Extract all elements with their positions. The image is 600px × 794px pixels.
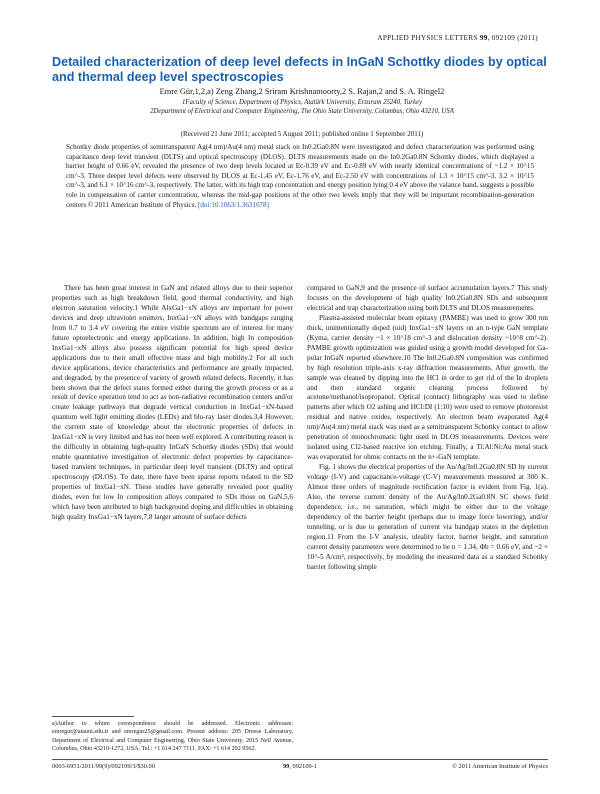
article-title: Detailed characterization of deep level defects in InGaN Schottky diodes by optical and thermal deep level spectroscopies xyxy=(52,55,547,84)
paragraph-intro: There has been great interest in GaN and related alloys due to their superior properties such as high breakdown field, good thermal conductivity, and high electron saturation velocity.1 While AlxGa1−xN alloys are important for power devices and deep ultraviolet emitters, InxGa1−xN alloys with bandgaps ranging from 0.7 to 3.4 eV covering the entire visible spectrum are of interest for many future optoelectronic and energy applications. In addition, high In composition InxGa1−xN alloys also possess significant potential for high speed device applications due to their small effective mass and high mobility.2 For all such device applications, device characteristics and performance are greatly impacted, and degraded, by the presence of variety of growth related defects. Recently, it has been shown that the defect states formed either during the growth process or as a result of device operation tend to act as non-radiative recombination centers and/or create leakage pathways that degrade vertical conduction in InxGa1−xN-based quantum well light emitting diodes (LEDs) and blu-ray laser diodes.3,4 However, the current state of knowledge about the electronic properties of defects in InxGa1−xN is very limited and has not been well explored. A contributing reason is the difficulty in obtaining high-quality InGaN Schottky diodes (SDs) that would enable quantitative investigation of electronic defect properties by capacitance-based transient techniques, in particular deep level transient (DLTS) and optical spectroscopy (DLOS). To date, there have been sparse reports related to the SD properties of InxGa1−xN. These studies have generally revealed poor quality diodes, even for low In composition alloys compared to SDs those on GaN,5,6 which have been attributed to high background doping and difficulties in obtaining high quality InxGa1−xN layers,7,8 larger amount of surface defects xyxy=(52,284,293,521)
footnote-divider xyxy=(52,716,134,717)
corresponding-author-footnote: a)Author to whom correspondence should be addressed. Electronic addresses: emregur@atauni.edu.tr and emregur25@gmail.com. Present address: 205 Dreese Laboratory, Department of Electrical and Computer Engineering, Ohio State University, 2015 Neil Avenue, Columbus, Ohio 43210-1272, USA. Tel.: +1 614 247 7111. FAX: +1 614 292 9562. xyxy=(52,721,293,752)
journal-name: APPLIED PHYSICS LETTERS xyxy=(377,34,478,42)
footer-volume: 99 xyxy=(282,763,290,770)
affiliations xyxy=(52,98,552,116)
paragraph-electrical: Fig. 1 shows the electrical properties of the Au/Ag/In0.2Ga0.8N SD by current voltage (I-V) and capacitance-voltage (C-V) measurements measured at 300 K. Almost three orders of magnitude rectification factor is evident from Fig. 1(a). Also, the reverse current density of the Au/Ag/In0.2Ga0.8N SC shows field dependence, i.e., no saturation, which might be either due to the voltage dependency of the barrier height (perhaps due to image force lowering), and/or tunneling, or is due to generation of current via bandgap states in the depletion region.11 From the I-V analysis, ideality factor, barrier height, and saturation current density parameters were determined to be n = 1.34, Φb = 0.66 eV, and ~2 × 10^-5 A/cm², respectively, by modeling the measured data as a standard Schottky barrier following simple xyxy=(307,463,548,571)
author-list: Emre Gür,1,2,a) Zeng Zhang,2 Sriram Krishnamoorty,2 S. Rajan,2 and S. A. Ringel2 xyxy=(159,87,445,96)
doi-link[interactable]: [doi:10.1063/1.3631678] xyxy=(198,200,269,209)
footer-copyright: © 2011 American Institute of Physics xyxy=(451,763,548,770)
affiliation-2: 2Department of Electrical and Computer Engineering, The Ohio State University, Columbus, Ohio 43210, USA xyxy=(150,108,454,116)
footer-issn: 0003-6951/2011/99(9)/092109/3/$30.00 xyxy=(52,763,155,770)
abstract-text: Schottky diode properties of semitransparent Ag(4 nm)/Au(4 nm) metal stack on In0.2Ga0.8N were investigated and defect characterization was performed using capacitance deep level transient (DLTS) and optical spectroscopy (DLOS). DLTS measurements made on the In0.2Ga0.8N Schottky diodes, which displayed a barrier height of 0.66 eV, revealed the presence of two deep levels located at Ec-0.39 eV and Ec-0.89 eV with nearly identical concentrations of ~1.2 × 10^15 cm^-3. Three deeper level defects were observed by DLOS at Ec-1.45 eV, Ec-1.76 eV, and Ec-2.50 eV with concentrations of 1.3 × 10^15 cm^-3, 3.2 × 10^15 cm^-3, and 6.1 × 10^16 cm^-3, respectively. The latter, with its high trap concentration and energy position lying 0.4 eV above the valance band, suggests a possible role in compensation of carrier concentration, whereas the mid-gap positions of the other two levels imply that they will be important recombination-generation centers xyxy=(66,143,534,209)
paragraph-continued: compared to GaN,9 and the presence of surface accumulation layers.7 This study focuses on the development of high quality In0.2Ga0.8N SDs and subsequent electrical and trap characterization using both DLTS and DLOS measurements. xyxy=(307,284,548,312)
body-right-column xyxy=(307,284,548,573)
journal-header: APPLIED PHYSICS LETTERS 99, 092109 (2011) xyxy=(377,34,538,42)
paragraph-growth: Plasma-assisted molecular beam epitaxy (PAMBE) was used to grow 300 nm thick, unintentionally doped (uid) InxGa1−xN layers on an n-type GaN template (Kyma, carrier density ~1 × 10^18 cm^-3 and dislocation density ~10^8 cm^-2). PAMBE growth optimization was guided using a growth model developed for Ga-polar InGaN reported elsewhere.10 The In0.2Ga0.8N composition was confirmed by high resolution triple-axis x-ray diffraction measurements. After growth, the sample was cleaned by dipping into the HCl in order to get rid of the In droplets and then standard organic cleaning process followed by acetone/methanol/isopropanol. Optical (contact) lithography was used to define patterns after which O2 ashing and HCl:DI (1:10) were used to remove photoresist residual and native oxides, respectively. An electron beam evaporated Ag(4 nm)/Au(4 nm) metal stack was used as a semitransparent Schottky contact to allow penetration of monochromatic light used in DLOS measurements. Devices were isolated using Cl2-based reactive ion etching. Finally, a Ti:Al:Ni:Au metal stack was evaporated for ohmic contacts on the n+-GaN template. xyxy=(307,313,548,462)
received-dates: (Received 21 June 2011; accepted 5 August 2011; published online 1 September 2011) xyxy=(180,130,424,138)
footer-page-number: , 092109-1 xyxy=(289,763,318,770)
body-left-column xyxy=(52,284,293,523)
affiliation-1: 1Faculty of Science, Department of Physics, Atatürk University, Erzurum 25240, Turkey xyxy=(182,99,422,106)
journal-volume: 99 xyxy=(479,34,488,42)
journal-article-page: 092109 (2011) xyxy=(491,34,538,42)
abstract-copyright: © 2011 American Institute of Physics. xyxy=(87,200,197,209)
abstract xyxy=(66,143,534,210)
footer-divider xyxy=(52,759,548,760)
